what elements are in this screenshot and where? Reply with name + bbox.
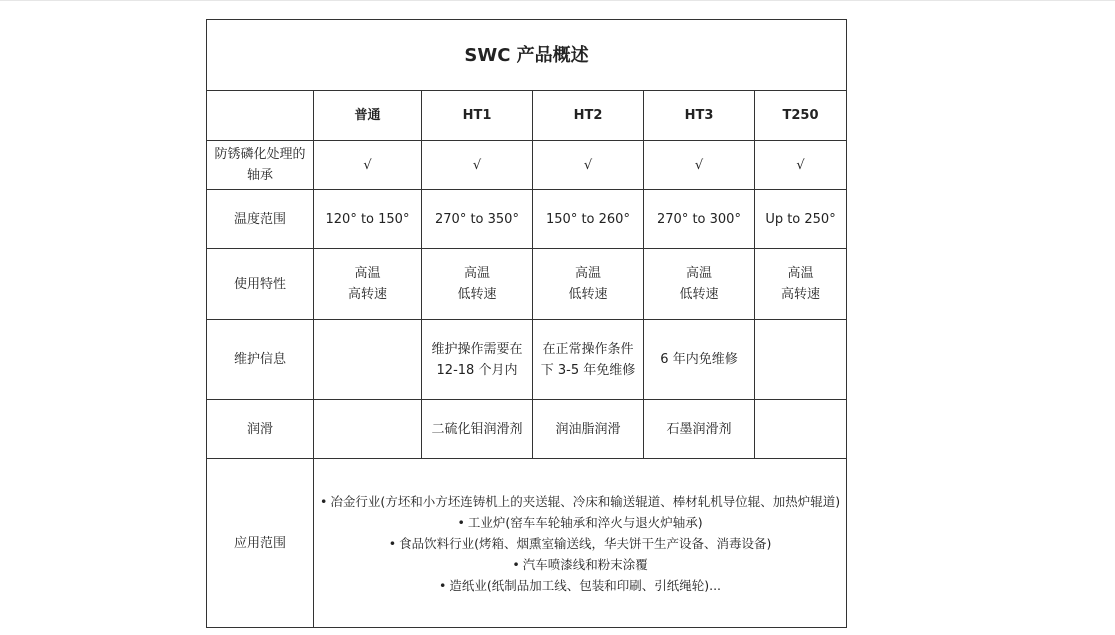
application-list: [314, 459, 847, 628]
title-row: [207, 20, 847, 91]
table-row: [207, 249, 847, 320]
table-cell: [755, 249, 847, 320]
bullet-icon: •: [438, 577, 447, 593]
list-item-text: 食品饮料行业(烤箱、烟熏室输送线，华夫饼干生产设备、消毒设备): [399, 535, 772, 551]
list-item: [320, 575, 840, 596]
bullet-icon: •: [320, 493, 328, 509]
table-row: [207, 400, 847, 459]
header-corner: [207, 91, 314, 141]
bullet-icon: •: [457, 514, 465, 530]
table-row: [207, 320, 847, 400]
check-mark: √: [422, 141, 533, 190]
table-cell: 润油脂润滑: [533, 400, 644, 459]
list-item-text: 汽车喷漆线和粉末涂覆: [522, 556, 648, 572]
cell-line: 12-18 个月内: [436, 362, 518, 378]
table-cell: 150° to 260°: [533, 190, 644, 249]
cell-line: 高转速: [347, 287, 387, 302]
table-cell: [533, 249, 644, 320]
table-title: SWC 产品概述: [207, 20, 847, 91]
check-mark: √: [644, 141, 755, 190]
list-item: [320, 554, 840, 575]
cell-line: 下 3-5 年免维修: [540, 362, 636, 378]
table-row: [207, 141, 847, 190]
list-item: [320, 533, 840, 554]
table-cell: 270° to 350°: [422, 190, 533, 249]
table-cell: Up to 250°: [755, 190, 847, 249]
table-cell: 270° to 300°: [644, 190, 755, 249]
table-cell: [644, 249, 755, 320]
row-label: 使用特性: [207, 249, 314, 320]
column-header: HT1: [422, 91, 533, 141]
column-header: HT2: [533, 91, 644, 141]
list-item-text: 工业炉(窑车车轮轴承和淬火与退火炉轴承): [467, 514, 703, 530]
column-header: T250: [755, 91, 847, 141]
top-divider: [0, 0, 1115, 1]
cell-line: 高温: [574, 266, 601, 281]
row-label: 防锈磷化处理的轴承: [207, 141, 314, 190]
table-cell: [422, 320, 533, 400]
table-cell: 120° to 150°: [314, 190, 422, 249]
table-row: [207, 459, 847, 628]
product-overview-table: [206, 19, 847, 628]
cell-line: 低转速: [457, 287, 497, 302]
cell-line: 在正常操作条件: [542, 341, 634, 357]
table-cell: 6 年内免维修: [644, 320, 755, 400]
bullet-icon: •: [388, 535, 397, 551]
column-header: HT3: [644, 91, 755, 141]
column-header: 普通: [314, 91, 422, 141]
table-cell: [422, 249, 533, 320]
row-label: 应用范围: [207, 459, 314, 628]
cell-line: 低转速: [679, 287, 719, 302]
list-item: [320, 512, 840, 533]
check-mark: √: [755, 141, 847, 190]
list-item: [320, 491, 840, 512]
cell-line: 低转速: [568, 287, 608, 302]
table-row: [207, 190, 847, 249]
cell-line: 高温: [787, 266, 814, 281]
row-label: 维护信息: [207, 320, 314, 400]
bullet-icon: •: [512, 556, 520, 572]
cell-line: 高温: [354, 266, 381, 281]
check-mark: √: [533, 141, 644, 190]
table-cell: 石墨润滑剂: [644, 400, 755, 459]
cell-line: 高温: [685, 266, 712, 281]
header-row: [207, 91, 847, 141]
check-mark: √: [314, 141, 422, 190]
table-cell: [755, 320, 847, 400]
cell-line: 维护操作需要在: [431, 341, 523, 357]
row-label: 润滑: [207, 400, 314, 459]
table-cell: [533, 320, 644, 400]
list-item-text: 冶金行业(方坯和小方坯连铸机上的夹送辊、冷床和输送辊道、棒材轧机导位辊、加热炉辊道): [330, 493, 841, 509]
table-cell: [314, 249, 422, 320]
row-label: 温度范围: [207, 190, 314, 249]
table-cell: 二硫化钼润滑剂: [422, 400, 533, 459]
list-item-text: 造纸业(纸制品加工线、包装和印刷、引纸绳轮)...: [449, 577, 722, 593]
cell-line: 高转速: [781, 287, 821, 302]
table-cell: [755, 400, 847, 459]
table-cell: [314, 320, 422, 400]
table-cell: [314, 400, 422, 459]
cell-line: 高温: [463, 266, 490, 281]
